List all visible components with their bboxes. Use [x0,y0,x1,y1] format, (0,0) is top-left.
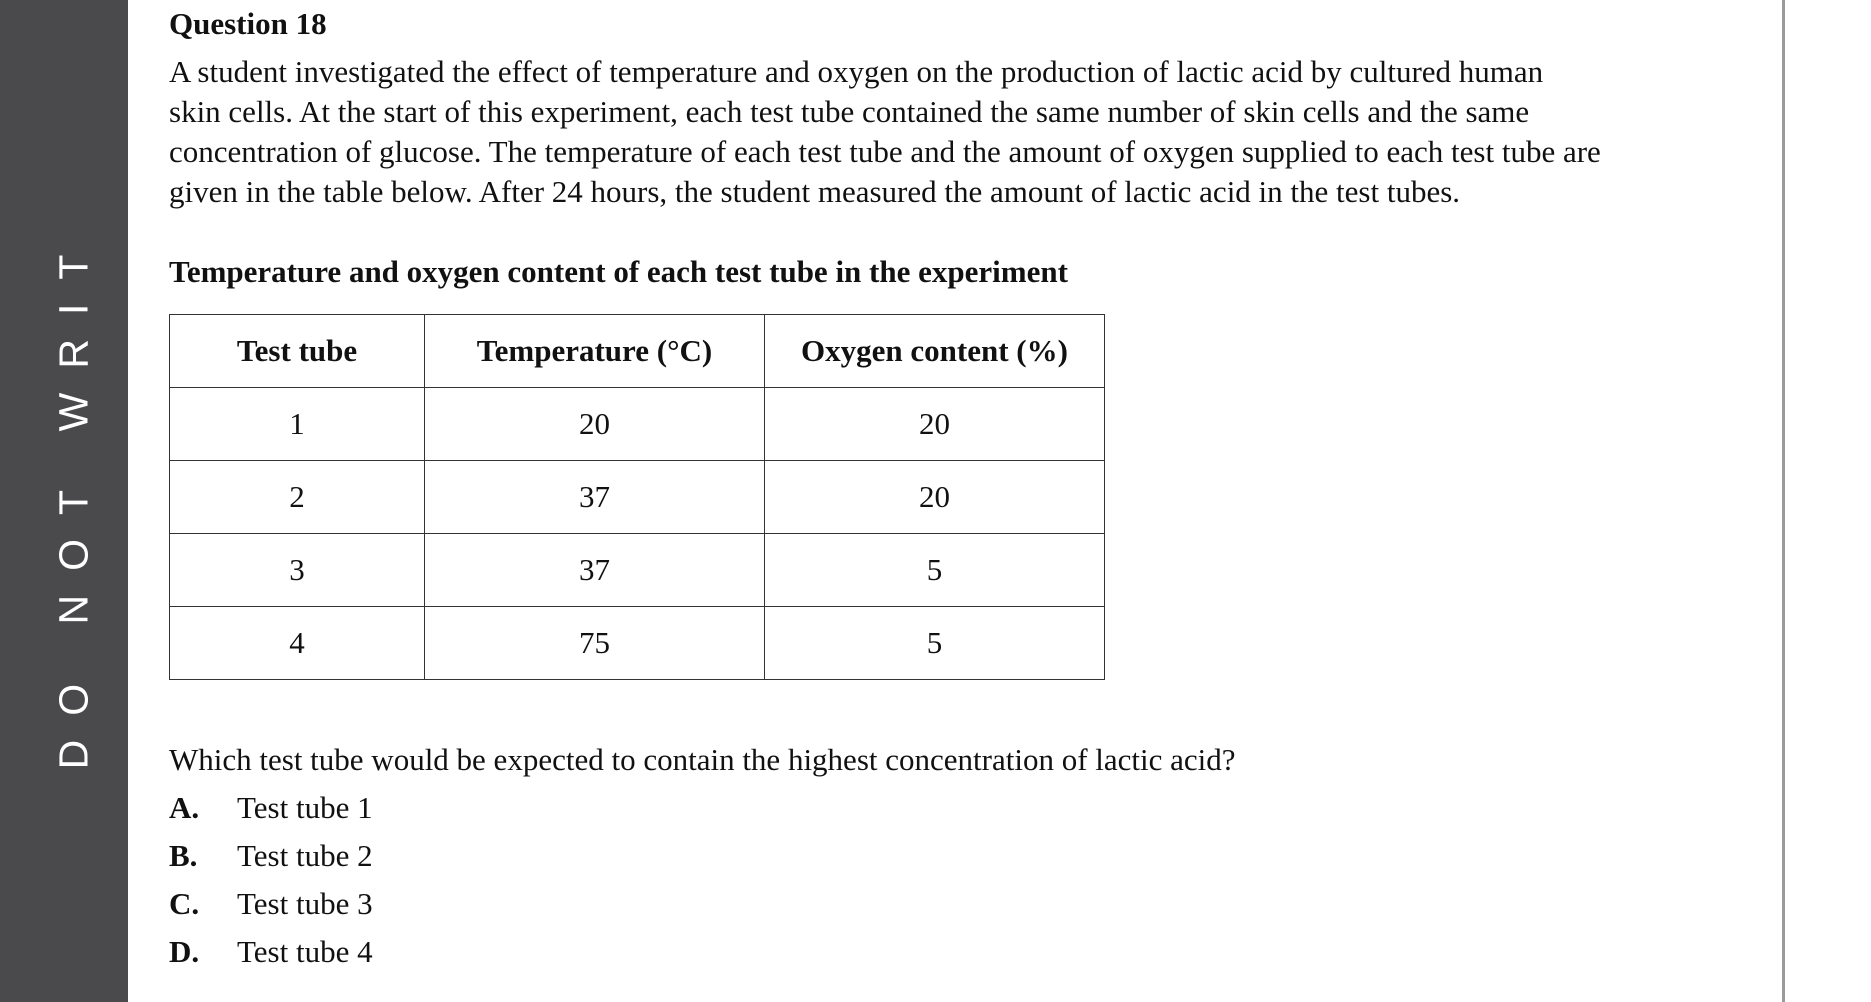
header-oxygen-content: Oxygen content (%) [765,315,1105,388]
stem-line: concentration of glucose. The temperature of each test tube and the amount of oxygen supplied to each test tube are [169,134,1601,169]
question-prompt: Which test tube would be expected to contain the highest concentration of lactic acid? [169,742,1236,777]
header-test-tube: Test tube [170,315,425,388]
stem-line: skin cells. At the start of this experiment, each test tube contained the same number of skin cells and the same [169,94,1530,129]
table-title: Temperature and oxygen content of each test tube in the experiment [169,254,1068,289]
option-letter: A. [169,790,200,825]
question-stem [169,52,1729,212]
table-row [170,534,1105,607]
table-row [170,607,1105,680]
do-not-write-label: DO NOT WRIT [50,230,97,770]
option-a[interactable] [169,790,373,838]
stem-line: A student investigated the effect of temperature and oxygen on the production of lactic acid by cultured human [169,54,1544,89]
cell-temperature: 37 [425,461,765,534]
experiment-table [169,314,1105,680]
cell-test-tube: 3 [170,534,425,607]
option-text: Test tube 1 [237,790,373,825]
cell-test-tube: 2 [170,461,425,534]
cell-temperature: 20 [425,388,765,461]
table-row [170,388,1105,461]
option-d[interactable] [169,934,373,982]
cell-oxygen: 5 [765,607,1105,680]
table-row [170,461,1105,534]
option-letter: B. [169,838,198,873]
header-temperature: Temperature (°C) [425,315,765,388]
cell-oxygen: 20 [765,388,1105,461]
option-text: Test tube 4 [237,934,373,969]
cell-temperature: 75 [425,607,765,680]
question-title: Question 18 [169,6,327,41]
option-b[interactable] [169,838,373,886]
option-letter: C. [169,886,200,921]
option-letter: D. [169,934,200,969]
cell-test-tube: 1 [170,388,425,461]
option-text: Test tube 3 [237,886,373,921]
cell-temperature: 37 [425,534,765,607]
cell-oxygen: 5 [765,534,1105,607]
option-c[interactable] [169,886,373,934]
right-margin-rule [1782,0,1785,1002]
cell-test-tube: 4 [170,607,425,680]
margin-banner [0,0,128,1002]
cell-oxygen: 20 [765,461,1105,534]
option-text: Test tube 2 [237,838,373,873]
stem-line: given in the table below. After 24 hours, the student measured the amount of lactic acid in the test tubes. [169,174,1461,209]
table-header-row [170,315,1105,388]
answer-options [169,790,373,982]
